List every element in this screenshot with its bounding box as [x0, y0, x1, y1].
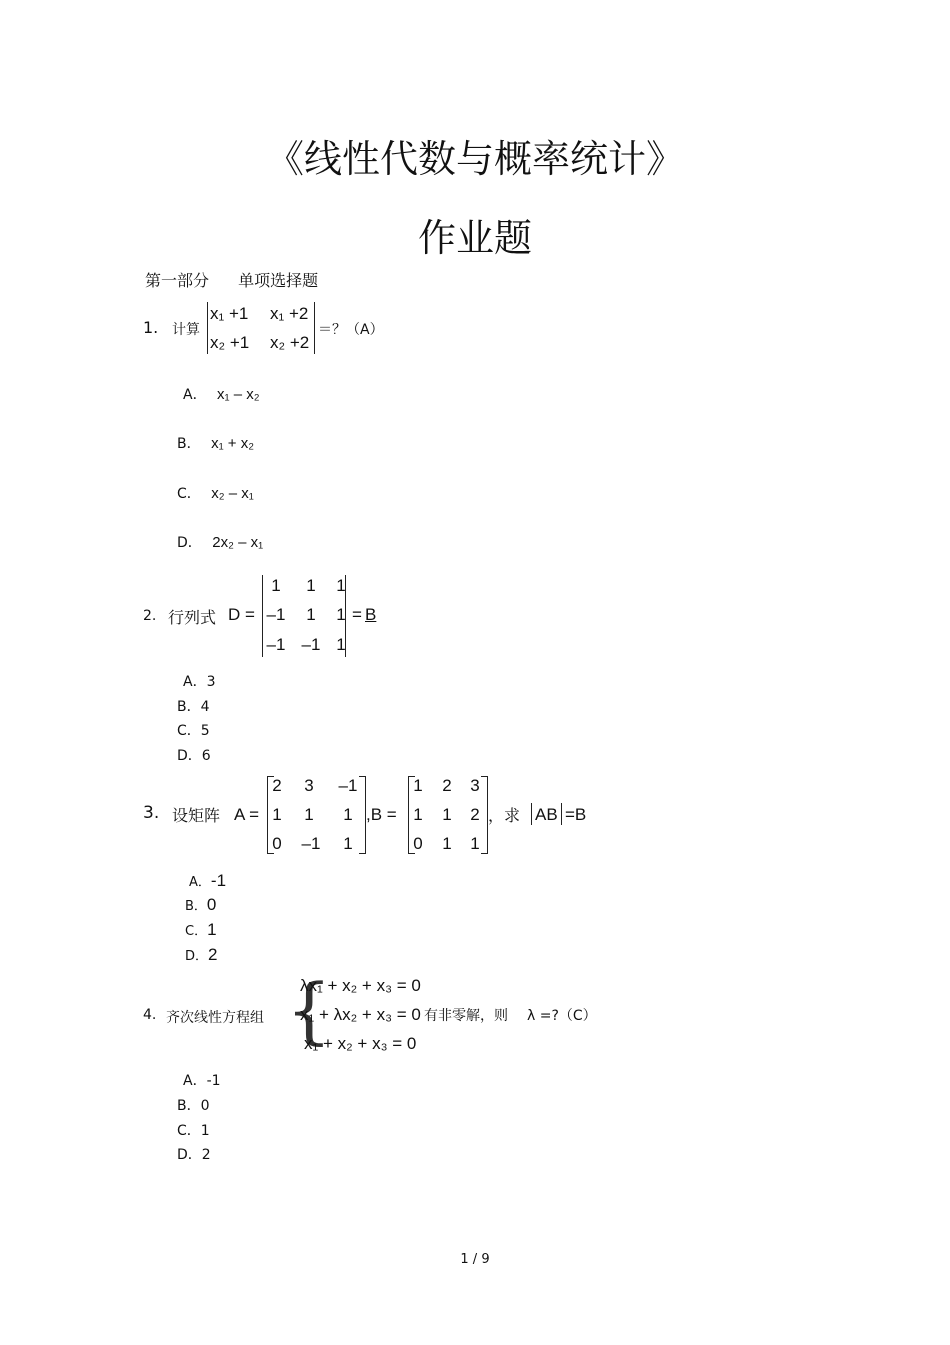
q4-number: 4.: [143, 1007, 157, 1023]
q4-eq-1: λx₁ + x₂ + x₃ = 0: [300, 976, 421, 995]
q2-option-d: [177, 745, 211, 765]
q4-option-c: [177, 1120, 210, 1140]
q3-a12: 3: [304, 776, 314, 795]
q3-b21: 1: [413, 805, 423, 824]
q1-det-bar-right: [314, 302, 315, 354]
q2-m32: –1: [301, 635, 321, 654]
q3-option-d: [185, 945, 217, 965]
option-expr: x₁ + x₂: [211, 435, 255, 452]
q3-det-bar-right: [561, 803, 562, 825]
section-heading: [145, 268, 318, 291]
q2-m13: 1: [336, 576, 346, 595]
q2-number: 2.: [143, 608, 157, 624]
option-value: 3: [206, 674, 216, 690]
q3-a13: –1: [338, 776, 358, 795]
q4-option-a: [183, 1070, 221, 1090]
q2-m23: 1: [336, 605, 346, 624]
q4-brace: {: [286, 968, 332, 1052]
option-label: D．: [177, 748, 202, 764]
q1-m11: x₁ +1: [210, 304, 249, 323]
q2-answer: B: [365, 605, 377, 624]
q1-option-d: [177, 532, 263, 552]
option-label: A．: [189, 875, 211, 890]
option-label: D．: [177, 1147, 202, 1163]
q1-prompt: 计算: [172, 322, 200, 338]
q3-option-b: [185, 895, 216, 915]
option-value: -1: [210, 871, 227, 890]
option-value: 2: [201, 1147, 211, 1163]
q1-suffix: ＝？（A）: [318, 322, 384, 338]
q3-b33: 1: [470, 834, 480, 853]
q4-option-d: [177, 1144, 211, 1164]
q3-b13: 3: [470, 776, 480, 795]
option-value: 5: [200, 723, 210, 739]
q2-det-bar-right: [345, 575, 346, 657]
q2-option-b: [177, 696, 210, 716]
q2-option-c: [177, 720, 210, 740]
q3-a-label: A =: [234, 805, 260, 824]
q1-option-c: [177, 483, 254, 503]
q3-a-bracket-right: [359, 776, 366, 854]
q3-ask: ，求: [488, 806, 521, 825]
option-label: B．: [185, 899, 207, 914]
section-part: 第一部分: [145, 271, 210, 290]
option-label: C．: [185, 924, 208, 939]
option-value: 2: [208, 945, 218, 964]
q1-option-b: [177, 433, 254, 453]
q1-option-a: [183, 384, 260, 404]
q1-m22: x₂ +2: [270, 333, 310, 352]
option-label: B．: [177, 1098, 201, 1114]
option-label: C．: [177, 486, 201, 502]
option-label: C．: [177, 723, 201, 739]
q1-m12: x₁ +2: [270, 304, 309, 323]
option-label: B．: [177, 436, 201, 452]
q1-m21: x₂ +1: [210, 333, 250, 352]
q2-m22: 1: [306, 605, 316, 624]
q1-det-bar-left: [207, 302, 208, 354]
option-label: D．: [185, 949, 209, 964]
option-label: B．: [177, 699, 201, 715]
q3-option-c: [185, 920, 217, 940]
option-value: 4: [200, 699, 210, 715]
q2-lhs: D =: [228, 605, 255, 624]
q2-m21: –1: [266, 605, 286, 624]
q3-a31: 0: [272, 834, 282, 853]
q3-a22: 1: [304, 805, 314, 824]
document-title: 《线性代数与概率统计》: [265, 137, 684, 181]
q3-a21: 1: [272, 805, 282, 824]
option-value: 0: [206, 895, 217, 914]
section-name: 单项选择题: [238, 271, 319, 290]
q2-prompt: 行列式: [168, 608, 217, 627]
option-value: 1: [200, 1123, 210, 1139]
q3-b11: 1: [413, 776, 423, 795]
q3-det-bar-left: [531, 803, 532, 825]
page-number: 1 / 9: [460, 1252, 490, 1267]
q4-condition: 有非零解，则: [424, 1008, 508, 1024]
option-value: 6: [201, 748, 211, 764]
q2-m31: –1: [266, 635, 286, 654]
option-label: C．: [177, 1123, 201, 1139]
q3-prompt: 设矩阵: [172, 806, 221, 825]
q3-b32: 1: [442, 834, 452, 853]
q3-b31: 0: [413, 834, 423, 853]
option-label: D．: [177, 535, 202, 551]
q3-b12: 2: [442, 776, 452, 795]
option-value: -1: [206, 1073, 221, 1089]
option-value: 1: [207, 920, 217, 939]
q2-eq: =: [352, 605, 362, 624]
q4-lambda-question: λ =?（C）: [527, 1008, 597, 1024]
q3-result: =B: [565, 805, 587, 824]
q3-b-label: ,B =: [366, 805, 397, 824]
document-subtitle: 作业题: [417, 216, 532, 260]
option-expr: x₁ – x₂: [217, 386, 260, 403]
q2-option-a: [183, 671, 216, 691]
option-expr: 2x₂ – x₁: [212, 534, 264, 551]
q4-option-b: [177, 1095, 210, 1115]
option-label: A．: [183, 674, 207, 690]
q3-number: 3.: [143, 803, 160, 823]
q4-eq-3: x₁ + x₂ + x₃ = 0: [304, 1034, 417, 1053]
option-expr: x₂ – x₁: [211, 485, 254, 502]
option-value: 0: [200, 1098, 210, 1114]
q3-det: AB: [535, 805, 558, 824]
q3-a32: –1: [301, 834, 321, 853]
q2-m33: 1: [336, 635, 346, 654]
q2-m11: 1: [271, 576, 281, 595]
q3-option-a: [189, 871, 226, 891]
option-label: A．: [183, 1073, 207, 1089]
q3-a23: 1: [343, 805, 353, 824]
q4-eq-2: x₁ + λx₂ + x₃ = 0: [300, 1005, 421, 1024]
q3-b22: 1: [442, 805, 452, 824]
q3-a11: 2: [272, 776, 282, 795]
q2-m12: 1: [306, 576, 316, 595]
q3-a33: 1: [343, 834, 353, 853]
q1-number: 1.: [143, 318, 159, 337]
q3-b23: 2: [470, 805, 480, 824]
q3-b-bracket-right: [481, 776, 488, 854]
q4-prompt: 齐次线性方程组: [166, 1010, 264, 1026]
option-label: A．: [183, 387, 207, 403]
